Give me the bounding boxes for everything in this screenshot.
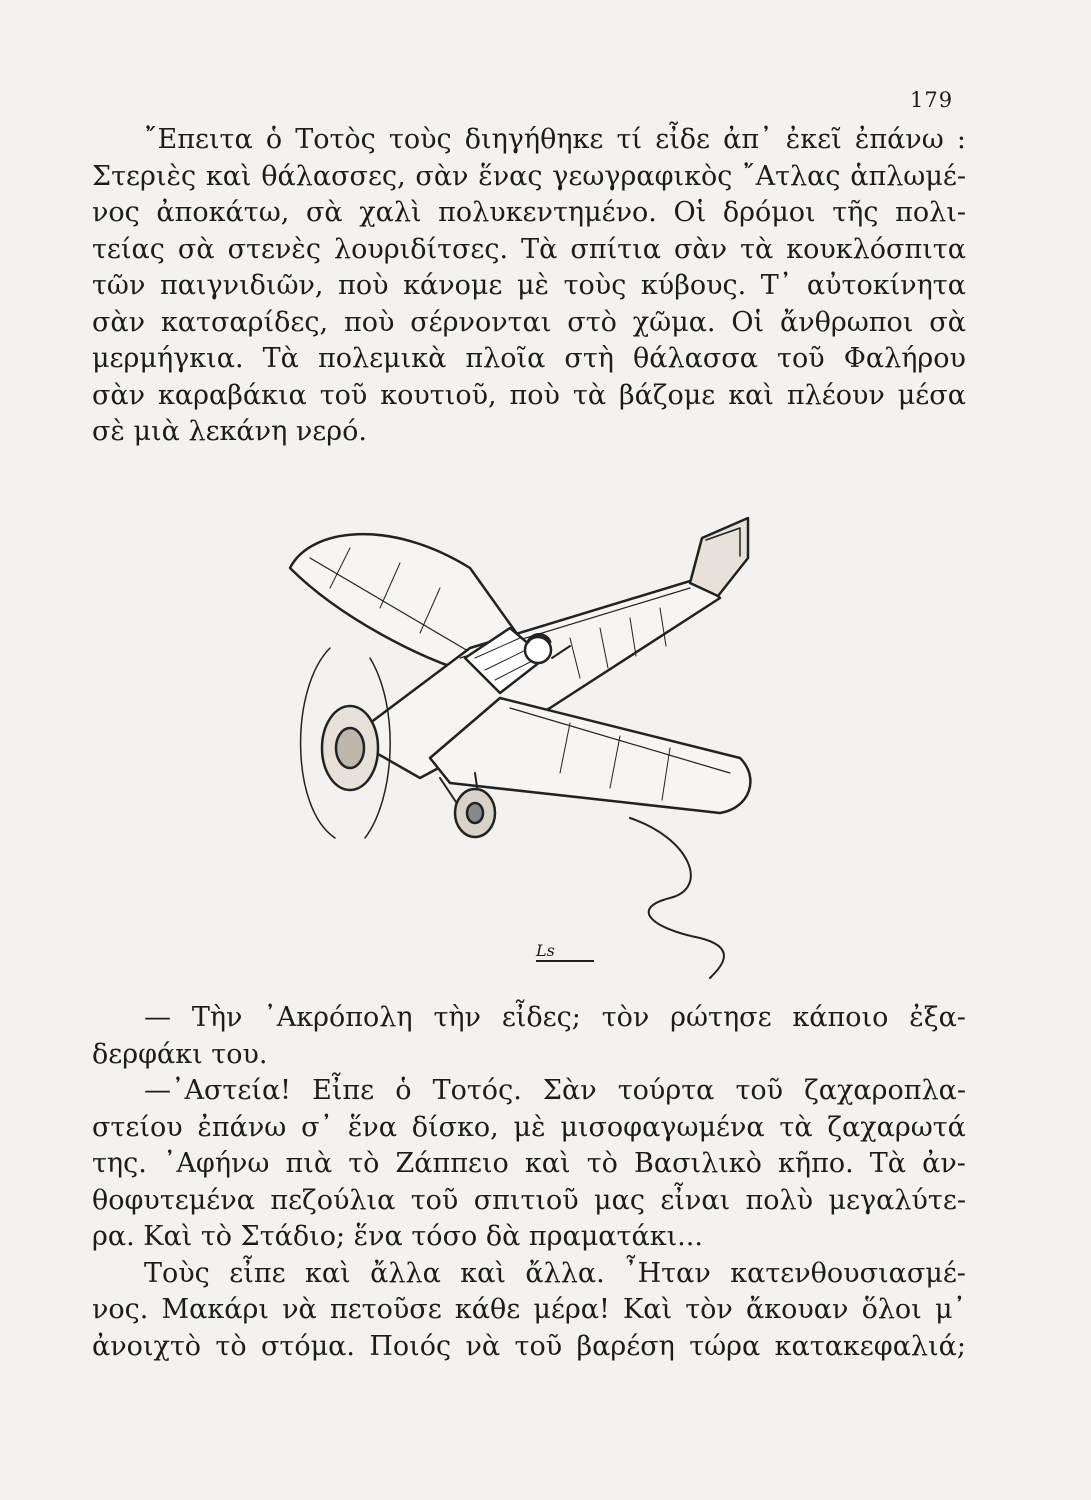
text-line: δερφάκι του.	[92, 1038, 268, 1070]
word: εἶδες;	[501, 1002, 581, 1033]
word: τοὺς	[388, 124, 452, 155]
word: εἶδε	[655, 124, 711, 155]
word: σὰ	[929, 306, 966, 338]
word: τί	[616, 124, 643, 155]
word: σὰν	[415, 160, 469, 192]
word: κῆπο.	[778, 1148, 854, 1179]
word: ποὺ	[509, 379, 560, 411]
word: τὰ	[740, 233, 774, 265]
word: μ᾿	[934, 1294, 966, 1325]
word: ἀποκάτω,	[156, 197, 290, 228]
word: ρώτησε	[670, 1002, 772, 1033]
word: κάποιο	[792, 1002, 889, 1033]
text-line	[92, 305, 966, 342]
word: Καὶ	[623, 1294, 673, 1325]
text-line	[92, 232, 966, 269]
word: κουκλόσπιτα	[786, 233, 966, 265]
word: μὲ	[516, 270, 550, 301]
word: ἄνθρωποι	[780, 306, 914, 338]
word: —᾿Αστεία!	[144, 1075, 292, 1106]
text-line	[92, 1110, 966, 1147]
word: τὸ	[215, 1330, 247, 1362]
text-line	[92, 268, 966, 305]
word: πεζούλια	[270, 1184, 396, 1216]
word: κατενθουσιασμέ-	[730, 1257, 966, 1289]
word: στὴ	[564, 343, 614, 374]
word: ἀπ᾿	[723, 124, 773, 155]
word: τὰ	[779, 1111, 813, 1143]
word: σπιτιοῦ	[473, 1184, 579, 1216]
word: κύβους.	[640, 270, 747, 301]
word: Βασιλικὸ	[634, 1148, 762, 1179]
word: κάθε	[454, 1294, 521, 1325]
word: μεγαλύτε-	[828, 1184, 966, 1216]
word: καὶ	[728, 379, 774, 411]
word: ᾿Αφήνω	[162, 1148, 270, 1179]
word: ἐπάνω	[854, 124, 944, 155]
word: —	[144, 1002, 171, 1033]
word: ῎Ατλας	[742, 160, 841, 192]
word: πιὰ	[285, 1148, 333, 1179]
word: Ζάππειο	[395, 1148, 509, 1179]
word: ἀν-	[922, 1148, 966, 1179]
word: Οἱ	[673, 197, 707, 228]
word: διηγήθηκε	[464, 124, 604, 155]
word: Οἱ	[731, 306, 765, 338]
word: σὰν	[92, 379, 146, 411]
word: τοὺς	[563, 270, 627, 301]
word: Τὴν	[191, 1002, 243, 1033]
word: Τοτός.	[432, 1075, 522, 1106]
word: παιγνιδιῶν,	[159, 270, 324, 301]
word: χαλὶ	[359, 197, 422, 228]
word: στόμα.	[261, 1330, 355, 1362]
word: Τοὺς	[144, 1257, 210, 1289]
word: πολὺ	[745, 1184, 814, 1216]
word: πετοῦσε	[329, 1294, 442, 1325]
word: μέρα!	[533, 1294, 610, 1325]
word: γεωγραφικὸς	[552, 160, 733, 192]
word: μισοφαγωμένα	[560, 1111, 765, 1143]
word: Εἶπε	[312, 1075, 375, 1106]
word: τοῦ	[777, 343, 825, 374]
word: τὴν	[433, 1002, 481, 1033]
word: τῆς	[832, 197, 879, 228]
word: ἄλλα.	[525, 1257, 605, 1289]
word: τῶν	[92, 270, 146, 301]
word: αὐτοκίνητα	[806, 270, 966, 301]
word: νος	[92, 197, 140, 228]
word: Τὰ	[869, 1148, 907, 1179]
word: ἀνοιχτὸ	[92, 1330, 202, 1362]
word: ὁ	[265, 124, 283, 155]
word: ῏Ηταν	[624, 1257, 711, 1289]
word: δρόμοι	[722, 197, 816, 228]
word: στὸ	[567, 306, 617, 338]
word: ζαχαροπλα-	[804, 1075, 966, 1106]
word: χῶμα.	[632, 306, 716, 338]
word: λουριδίτσες.	[333, 233, 509, 265]
word: Τοτὸς	[295, 124, 376, 155]
word: ἐπάνω	[197, 1111, 287, 1143]
word: καραβάκια	[158, 379, 307, 411]
word: ᾿Ακρόπολη	[263, 1002, 413, 1033]
word: ἄκουαν	[745, 1294, 849, 1325]
word: τὸ	[348, 1148, 380, 1179]
text-line	[92, 1073, 966, 1110]
word: τὸν	[685, 1294, 733, 1325]
word: ἐξα-	[909, 1002, 966, 1033]
word: πολυκεντημένο.	[438, 197, 657, 228]
text-line	[92, 1146, 966, 1183]
word: :	[956, 124, 966, 155]
word: Μακάρι	[161, 1294, 269, 1325]
word: σὰν	[673, 233, 728, 265]
word: νος.	[92, 1294, 149, 1325]
word: σέρνονται	[410, 306, 552, 338]
word: καὶ	[205, 160, 252, 192]
word: ὁ	[395, 1075, 412, 1106]
text-line	[92, 378, 966, 415]
word: καὶ	[460, 1257, 506, 1289]
opening-paragraph	[92, 122, 966, 451]
word: σὰν	[92, 306, 146, 338]
word: τὸ	[586, 1148, 618, 1179]
word: κατακεφαλιά;	[774, 1330, 966, 1362]
word: νὰ	[282, 1294, 317, 1325]
word: μὲ	[513, 1111, 546, 1143]
word: πλέουν	[786, 379, 885, 411]
word: στείου	[92, 1111, 183, 1143]
word: Ποιός	[369, 1330, 452, 1362]
word: πολι-	[895, 197, 966, 228]
text-line: ρα. Καὶ τὸ Στάδιο; ἕνα τόσο δὰ πραματάκι...	[92, 1221, 703, 1252]
text-line	[92, 341, 966, 378]
word: τοῦ	[735, 1075, 784, 1106]
word: βάζομε	[619, 379, 716, 411]
word: Τ᾿	[760, 270, 793, 301]
word: κατσαρίδες,	[160, 306, 329, 338]
word: βαρέση	[576, 1330, 675, 1362]
word: ποὺ	[343, 306, 395, 338]
word: τοῦ	[410, 1184, 459, 1216]
word: θάλασσες,	[261, 160, 406, 192]
dialogue-section	[92, 1000, 966, 1365]
word: τὸν	[601, 1002, 650, 1033]
word: ποὺ	[338, 270, 389, 301]
text-line	[92, 1292, 966, 1329]
word: τείας	[92, 233, 165, 265]
text-line	[92, 195, 966, 232]
word: ἕνα	[347, 1111, 397, 1143]
word: εἶπε	[229, 1257, 286, 1289]
text-line	[92, 122, 966, 159]
word: ἕνας	[478, 160, 543, 192]
word: στενὲς	[227, 233, 321, 265]
word: ζαχαρωτά	[827, 1111, 966, 1143]
word: θάλασσα	[633, 343, 758, 374]
word: νὰ	[465, 1330, 501, 1362]
word: εἶναι	[660, 1184, 731, 1216]
word: τώρα	[689, 1330, 761, 1362]
word: Σὰν	[542, 1075, 597, 1106]
word: ἐκεῖ	[785, 124, 842, 155]
word: Φαλήρου	[843, 343, 966, 374]
text-line: σὲ μιὰ λεκάνη νερό.	[92, 416, 367, 447]
word: ῎Επειτα	[144, 124, 253, 155]
word: Τὰ	[521, 233, 558, 265]
word: τοῦ	[514, 1330, 563, 1362]
word: Τὰ	[262, 343, 299, 374]
word: κάνομε	[403, 270, 503, 301]
word: ἁπλωμέ-	[850, 160, 966, 192]
word: δίσκο,	[411, 1111, 499, 1143]
word: τούρτα	[617, 1075, 715, 1106]
word: τὰ	[572, 379, 607, 411]
word: σπίτια	[570, 233, 661, 265]
word: καὶ	[305, 1257, 351, 1289]
word: σ᾿	[301, 1111, 334, 1143]
text-line	[92, 1183, 966, 1220]
airplane-illustration	[270, 508, 770, 988]
word: θοφυτεμένα	[92, 1184, 255, 1216]
word: μερμήγκια.	[92, 343, 244, 374]
word: πλοῖα	[465, 343, 546, 374]
page-number: 179	[910, 88, 954, 112]
word: Στεριὲς	[92, 160, 197, 192]
word: σὰ	[305, 197, 343, 228]
word: κουτιοῦ,	[380, 379, 497, 411]
word: καὶ	[524, 1148, 571, 1179]
word: σὰ	[177, 233, 215, 265]
text-line	[92, 1256, 966, 1293]
word: μέσα	[897, 379, 966, 411]
word: ἄλλα	[370, 1257, 441, 1289]
word: της.	[92, 1148, 147, 1179]
word: ὅλοι	[861, 1294, 922, 1325]
illustration-signature: Ls	[536, 942, 594, 962]
text-line	[92, 1329, 966, 1366]
word: πολεμικὰ	[317, 343, 447, 374]
text-line	[92, 1000, 966, 1037]
text-line	[92, 159, 966, 196]
word: μας	[594, 1184, 645, 1216]
word: τοῦ	[319, 379, 368, 411]
